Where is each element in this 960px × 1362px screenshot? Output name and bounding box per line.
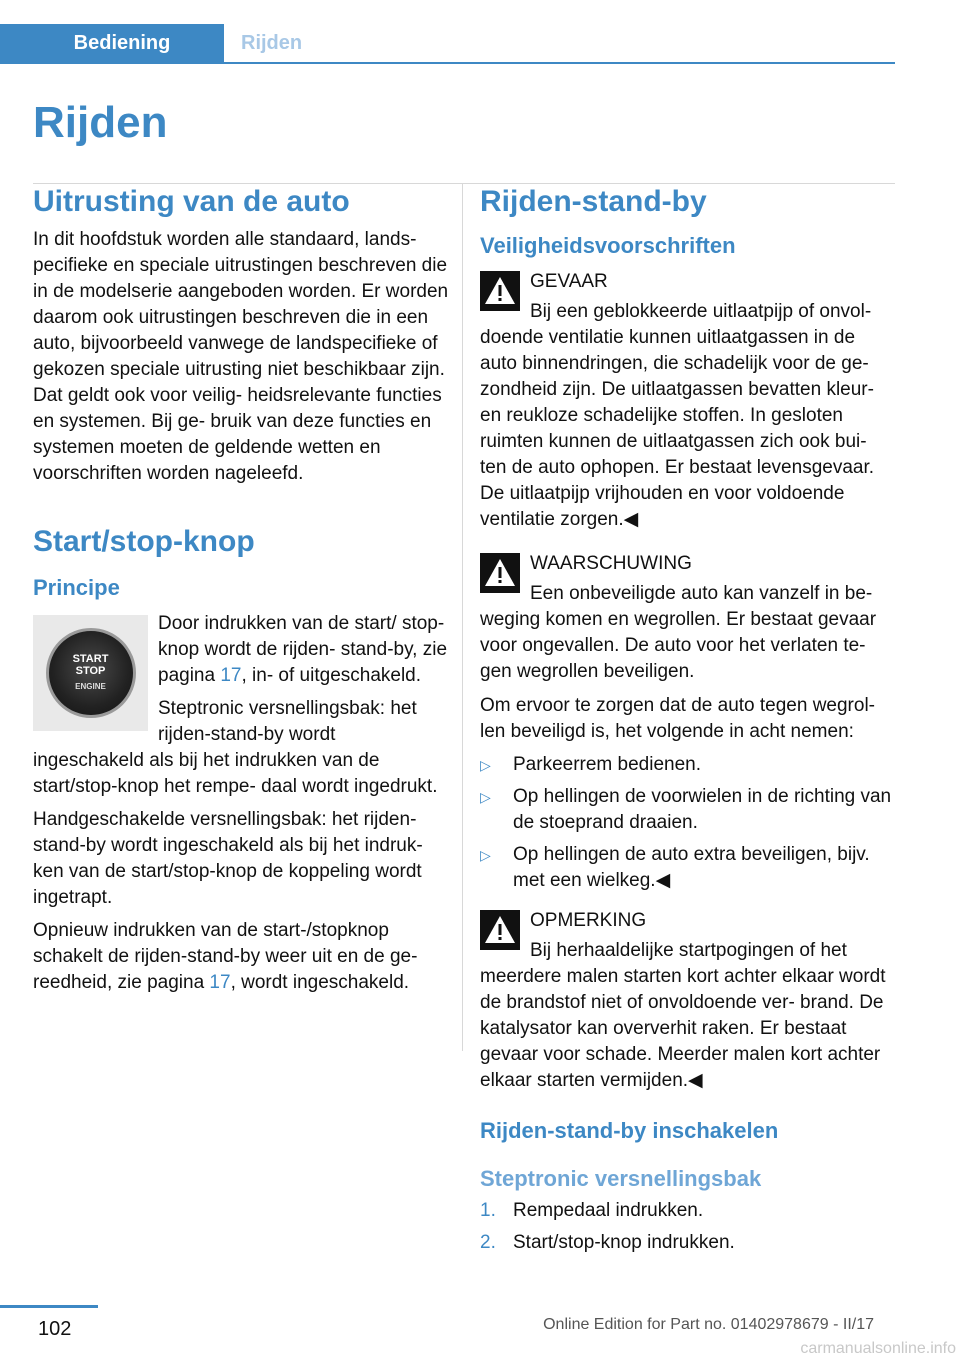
warning-title-waarschuwing: WAARSCHUWING	[530, 553, 692, 574]
warning-waarschuwing	[480, 551, 896, 685]
wegrollen-list	[480, 752, 896, 894]
warning-title-gevaar: GEVAAR	[530, 271, 608, 292]
principe-p1-before: Door indrukken van de start/ stop-knop wordt de rijden‐ stand-by, zie pagina	[158, 613, 448, 686]
wegrollen-intro: Om ervoor te zorgen dat de auto tegen wegrol‐ len beveiligd is, het volgende in acht nemen:	[480, 695, 876, 742]
start-stop-button-image	[33, 615, 148, 731]
list-item-text: Op hellingen de voorwielen in de richting van de stoeprand draaien.	[513, 786, 892, 833]
footer-accent-line	[0, 1305, 98, 1308]
subheading-inschakelen: Rijden-stand-by inschakelen	[480, 1118, 779, 1143]
warning-body-gevaar: Bij een geblokkeerde uitlaatpijp of onvol‐ doende ventilatie kunnen uitlaatgassen in de auto binnendringen, die schadelijk voor de ge‐ zondheid zijn. De uitlaatgassen bevatten kleur‐ en reukloze schadelijke stoffen. In gesloten ruimten kunnen de uitlaatgassen zich ook bui‐ ten de auto ophopen. Er bestaat levensgevaar. De uitlaatpijp vrijhouden en voor voldoende ventilatie zorgen.◀	[480, 301, 875, 530]
triangle-bullet-icon: ▷	[480, 847, 491, 863]
start-stop-knob	[46, 628, 136, 718]
page-link-17[interactable]: 17	[220, 665, 242, 686]
warning-opmerking	[480, 908, 896, 1094]
knob-label-start: START	[72, 653, 109, 665]
header-tabs	[0, 24, 895, 64]
steps-list	[480, 1198, 896, 1256]
page-title: Rijden	[33, 98, 168, 147]
principe-p4	[33, 918, 449, 996]
page-number: 102	[38, 1318, 72, 1340]
list-item	[480, 842, 896, 894]
list-item-text: Parkeerrem bedienen.	[513, 754, 701, 775]
uitrusting-body: In dit hoofdstuk worden alle standaard, lands‐ pecifieke en speciale uitrustingen beschreven die in de modelserie aangeboden worden. Er worden daarom ook uitrustingen beschreven die in een auto, bijvoorbeeld vanwege de landspecifieke of gekozen speciale uitrusting niet beschikbaar zijn. Dat geldt ook voor veilig‐ heidsrelevante functies en systemen. Bij ge‐ bruik van deze functies en systemen moeten de geldende wetten en voorschriften worden nageleefd.	[33, 229, 449, 484]
list-item-text: Op hellingen de auto extra beveiligen, bijv. met een wielkeg.◀	[513, 844, 870, 891]
subheading-steptronic: Steptronic versnellingsbak	[480, 1166, 762, 1191]
right-column	[480, 183, 896, 1262]
knob-label-stop: STOP	[75, 665, 106, 677]
warning-triangle-icon	[480, 553, 520, 593]
warning-title-opmerking: OPMERKING	[530, 910, 647, 931]
principe-p4-before: Opnieuw indrukken van de start-/stopknop schakelt de rijden-stand-by weer uit en de ge‐ reedheid, zie pagina	[33, 920, 418, 993]
subheading-principe: Principe	[33, 575, 120, 600]
warning-gevaar	[480, 269, 896, 533]
section-heading-startstop: Start/stop-knop	[33, 525, 255, 558]
step-text: Start/stop-knop indrukken.	[513, 1232, 735, 1253]
tab-bediening[interactable]: Bediening	[0, 24, 224, 62]
tab-rijden[interactable]: Rijden	[241, 32, 303, 54]
principe-p4-after: , wordt ingeschakeld.	[230, 972, 410, 993]
list-item	[480, 784, 896, 836]
principe-p2: Steptronic versnellingsbak: het rijden-stand-by wordt ingeschakeld als bij het indrukken van de start/stop-knop het rempe‐ daal wordt ingedrukt.	[33, 698, 438, 797]
footer-edition: Online Edition for Part no. 01402978679 - II/17	[543, 1316, 874, 1333]
watermark: carmanualsonline.info	[800, 1340, 956, 1357]
list-item	[480, 1198, 896, 1224]
triangle-bullet-icon: ▷	[480, 789, 491, 805]
warning-body-waarschuwing: Een onbeveiligde auto kan vanzelf in be‐ weging komen en wegrollen. Er bestaat gevaar voor ongevallen. De auto voor het verlaten te‐ gen wegrollen beveiligen.	[480, 583, 877, 682]
step-number: 1.	[480, 1200, 496, 1221]
warning-triangle-icon	[480, 271, 520, 311]
step-number: 2.	[480, 1232, 496, 1253]
principe-p1-after: , in- of uitgeschakeld.	[241, 665, 422, 686]
principe-p3: Handgeschakelde versnellingsbak: het rijden‐ stand-by wordt ingeschakeld als bij het indruk‐ ken van de start/stop-knop de koppeling wordt ingetrapt.	[33, 809, 423, 908]
list-item	[480, 1230, 896, 1256]
subheading-veiligheid: Veiligheidsvoorschriften	[480, 233, 736, 258]
warning-body-opmerking: Bij herhaaldelijke startpogingen of het meerdere malen starten kort achter elkaar wordt de brandstof niet of onvoldoende ver‐ brand. De katalysator kan oververhit raken. Er bestaat gevaar voor schade. Meerder malen kort achter elkaar starten vermijden.◀	[480, 940, 886, 1091]
section-heading-uitrusting: Uitrusting van de auto	[33, 185, 350, 218]
warning-triangle-icon	[480, 910, 520, 950]
list-item	[480, 752, 896, 778]
column-divider	[462, 183, 463, 1051]
step-text: Rempedaal indrukken.	[513, 1200, 704, 1221]
knob-label-engine: ENGINE	[75, 682, 106, 691]
section-heading-rijden-stand-by: Rijden-stand-by	[480, 185, 707, 218]
triangle-bullet-icon: ▷	[480, 757, 491, 773]
left-column	[33, 183, 449, 1003]
page-link-17b[interactable]: 17	[209, 972, 231, 993]
